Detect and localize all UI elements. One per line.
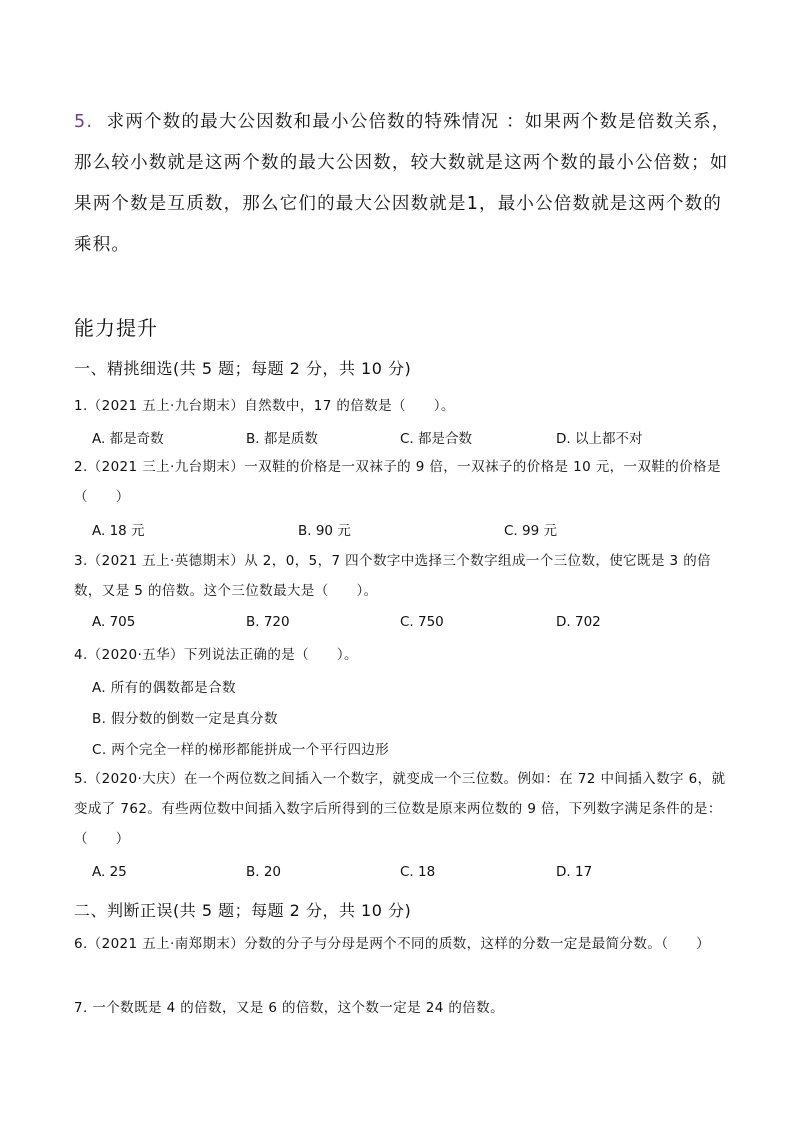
intro-text: 求两个数的最大公因数和最小公倍数的特殊情况 ：如果两个数是倍数关系，那么较小数就是这两个数的最大公因数，较大数就是这两个数的最小公倍数；如果两个数是互质数，那么它们的最大公因数就是1，最小公倍数就是这两个数的乘积。 (74, 112, 731, 255)
question-4: 4.（2020·五华）下列说法正确的是（ ）。 (74, 647, 358, 663)
option-d: D. 702 (556, 614, 601, 630)
option-d: D. 以上都不对 (556, 431, 643, 447)
question-6: 6.（2021 五上·南郑期末）分数的分子与分母是两个不同的质数，这样的分数一定是最简分数。（ ） (74, 936, 711, 952)
question-1-options (92, 427, 732, 449)
option-b: B. 90 元 (298, 523, 351, 539)
option-c: C. 18 (400, 864, 436, 880)
section-title: 能力提升 (74, 316, 158, 340)
question-5: 5.（2020·大庆）在一个两位数之间插入一个数字，就变成一个三位数。例如：在 72 中间插入数字 6，就变成了 762。有些两位数中间插入数字后所得到的三位数是原来两位数的 9 倍，下列数字满足条件的是：（ ） (74, 771, 726, 847)
option-a: A. 所有的偶数都是合数 (92, 680, 236, 696)
option-b: B. 20 (246, 864, 282, 880)
option-b: B. 假分数的倒数一定是真分数 (92, 711, 278, 727)
part2-title: 二、判断正误(共 5 题；每题 2 分，共 10 分) (74, 901, 412, 920)
option-c: C. 都是合数 (400, 431, 473, 447)
option-a: A. 都是奇数 (92, 431, 164, 447)
option-a: A. 18 元 (92, 523, 145, 539)
question-7: 7. 一个数既是 4 的倍数，又是 6 的倍数，这个数一定是 24 的倍数。 (74, 1000, 504, 1016)
option-c: C. 750 (400, 614, 444, 630)
option-d: D. 17 (556, 864, 593, 880)
option-a: A. 705 (92, 614, 136, 630)
option-b: B. 720 (246, 614, 290, 630)
part1-title: 一、精挑细选(共 5 题；每题 2 分，共 10 分) (74, 359, 412, 378)
question-5-options (92, 864, 732, 886)
question-3-options (92, 614, 732, 636)
option-b: B. 都是质数 (246, 431, 318, 447)
intro-number: 5. (74, 112, 94, 132)
question-3: 3.（2021 五上·英德期末）从 2，0，5，7 四个数字中选择三个数字组成一个三位数，使它既是 3 的倍数，又是 5 的倍数。这个三位数最大是（ ）。 (74, 553, 712, 599)
question-2: 2.（2021 三上·九台期末）一双鞋的价格是一双袜子的 9 倍，一双袜子的价格是 10 元，一双鞋的价格是（ ） (74, 459, 721, 505)
question-2-options (92, 519, 732, 541)
option-a: A. 25 (92, 864, 127, 880)
question-1: 1.（2021 五上·九台期末）自然数中，17 的倍数是（ ）。 (74, 398, 455, 414)
intro-paragraph (74, 102, 734, 266)
option-c: C. 两个完全一样的梯形都能拼成一个平行四边形 (92, 742, 390, 758)
option-c: C. 99 元 (504, 523, 557, 539)
